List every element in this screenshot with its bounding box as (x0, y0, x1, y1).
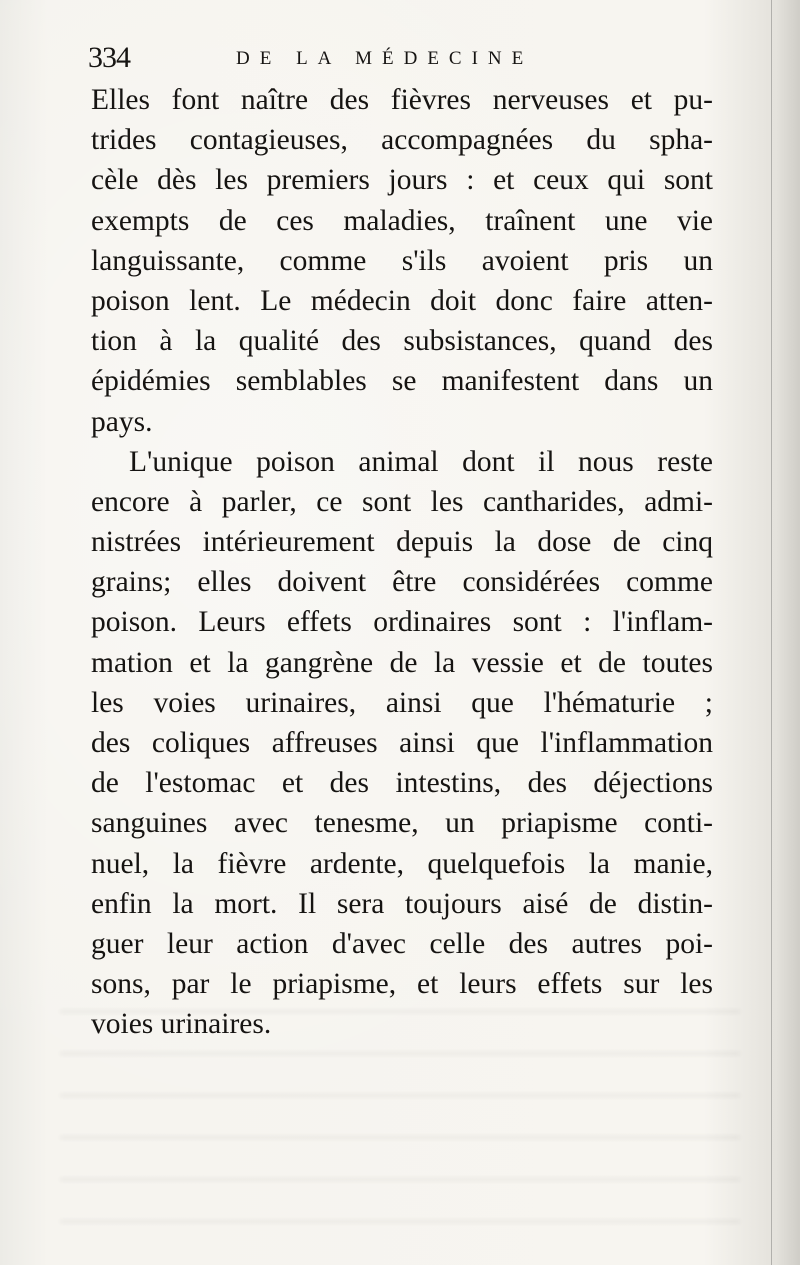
text-line: nistrées intérieurement depuis la dose de cinq (91, 526, 713, 559)
text-line: exempts de ces maladies, traînent une vie (91, 204, 713, 237)
text-line: trides contagieuses, accompagnées du spha- (91, 124, 713, 157)
text-line: de l'estomac et des intestins, des déjections (91, 767, 713, 800)
running-head: DE LA MÉDECINE (236, 48, 534, 69)
paragraph-end-line: voies urinaires. (91, 1008, 272, 1041)
text-line: poison. Leurs effets ordinaires sont : l'inflam- (91, 606, 713, 639)
text-line: mation et la gangrène de la vessie et de toutes (91, 646, 713, 679)
text-line: tion à la qualité des subsistances, quand des (91, 325, 713, 358)
page-edge-shadow (771, 0, 772, 1265)
page-number: 334 (88, 41, 130, 74)
body-text (91, 80, 713, 1045)
text-line: les voies urinaires, ainsi que l'hématurie ; (91, 686, 713, 719)
text-line: des coliques affreuses ainsi que l'inflammation (91, 727, 713, 759)
paragraph-start-line: L'unique poison animal dont il nous reste (129, 445, 713, 478)
text-line: encore à parler, ce sont les cantharides, admi- (91, 485, 713, 518)
text-line: languissante, comme s'ils avoient pris un (91, 244, 713, 277)
text-line: Elles font naître des fièvres nerveuses et pu- (91, 84, 713, 116)
text-line: grains; elles doivent être considérées comme (91, 566, 713, 599)
text-line: enfin la mort. Il sera toujours aisé de distin- (91, 887, 713, 920)
text-line: poison lent. Le médecin doit donc faire atten- (91, 284, 713, 317)
text-line: épidémies semblables se manifestent dans un (91, 365, 713, 398)
paragraph-end-line: pays. (91, 405, 153, 438)
text-line: sons, par le priapisme, et leurs effets sur les (91, 968, 713, 1001)
text-line: cèle dès les premiers jours : et ceux qui sont (91, 164, 713, 197)
text-line: guer leur action d'avec celle des autres poi- (91, 927, 713, 960)
text-line: nuel, la fièvre ardente, quelquefois la manie, (91, 847, 713, 880)
text-line: sanguines avec tenesme, un priapisme conti- (91, 807, 713, 840)
page-header (88, 38, 728, 78)
